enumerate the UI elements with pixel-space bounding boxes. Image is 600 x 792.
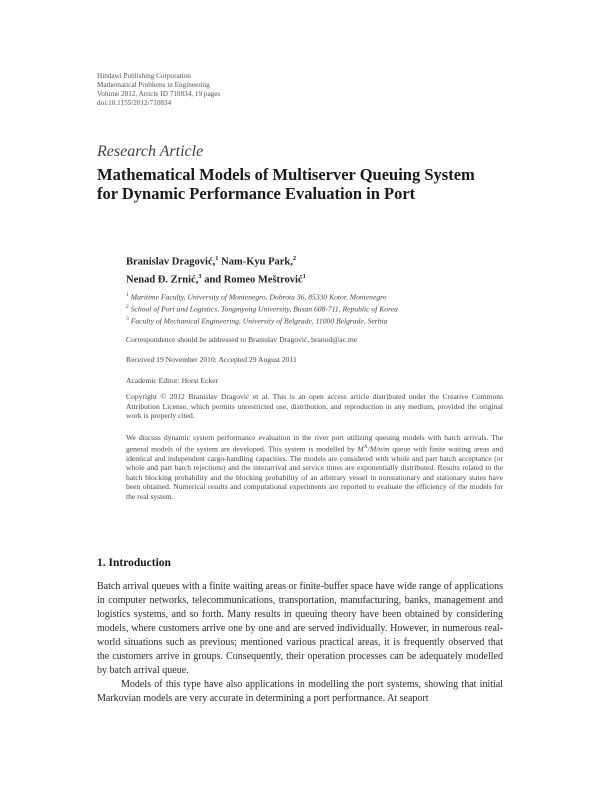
affiliation-marker: 2 [292,255,297,262]
correspondence: Correspondence should be addressed to Branislav Dragović, branod@ac.me [126,335,358,344]
author-list [126,252,466,287]
volume-line: Volume 2012, Article ID 710834, 19 pages [97,90,221,98]
affiliation-1: $^1$ Maritime Faculty, University of Montenegro, Dobrota 36, 85330 Kotor, Montenegro [126,292,387,302]
doi-line[interactable]: doi:10.1155/2012/710834 [97,99,172,107]
affiliation-marker: 1 [215,255,219,262]
author-name: Branislav Dragović, [126,256,216,268]
article-type: Research Article [97,143,204,160]
affiliation-marker: 1 [302,272,306,280]
affiliation-3: $^3$ Faculty of Mechanical Engineering, University of Belgrade, 11000 Belgrade, Serbia [126,316,388,326]
journal-line: Mathematical Problems in Engineering [97,81,210,89]
abstract: We discuss dynamic system performance evaluation in the river port utilizing queuing models with batch arrivals. The general models of the system are developed. This system is modelled by $M^X/M/n/m$ queue with finite waiting areas and identical and independent cargo-handling capacities. The models are considered with whole and part batch acceptance (or whole and part batch rejections) and the interarrival and service times are exponentially distributed. Results related to the batch blocking probability and the blocking probability of an arbitrary vessel in nonstationary and stationary states have been obtained. Numerical results and computational experiments are reported to evaluate the efficiency of the models for the real system. [126,433,503,501]
academic-editor: Academic Editor: Horst Ecker [126,376,219,385]
copyright-notice: Copyright © 2012 Branislav Dragović et al. This is an open access article distributed under the Creative Commons Attribution License, which permits unrestricted use, distribution, and reproduction in any medium, provided the original work is properly cited. [126,392,503,420]
affiliation-marker: 3 [198,272,202,280]
affiliation-2: $^2$ School of Port and Logistics, Tongmyong University, Busan 608-711, Republic of Korea [126,304,398,314]
paper-title: Mathematical Models of Multiserver Queuing System for Dynamic Performance Evaluation in Port [97,165,475,203]
author-name: Nenad Đ. Zrnić, [126,274,199,285]
author-name: and Romeo Meštrović [201,274,303,285]
section-heading: 1. Introduction [97,557,171,569]
received-accepted-dates: Received 19 November 2010; Accepted 29 August 2011 [126,355,297,364]
publisher-line: Hindawi Publishing Corporation [97,72,191,80]
paragraph: Batch arrival queues with a finite waiting areas or finite-buffer space have wide range of applications in computer networks, telecommunications, transportation, manufacturing, banks, management and logistics systems, and so forth. Many results in queuing theory have been obtained by considering models, where customers arrive one by one and are served individually. However, in numerous real-world situations such as previous; mentioned various practical areas, it is frequently observed that the customers arrive in groups. Consequently, their operation processes can be adequately modelled by batch arrival queue. [97,581,503,676]
paragraph: Models of this type have also applications in modelling the port systems, showing that initial Markovian models are very accurate in determining a port performance. At seaport [97,679,503,704]
author-name: Nam-Kyu Park, [218,256,293,268]
introduction-body [97,580,503,706]
